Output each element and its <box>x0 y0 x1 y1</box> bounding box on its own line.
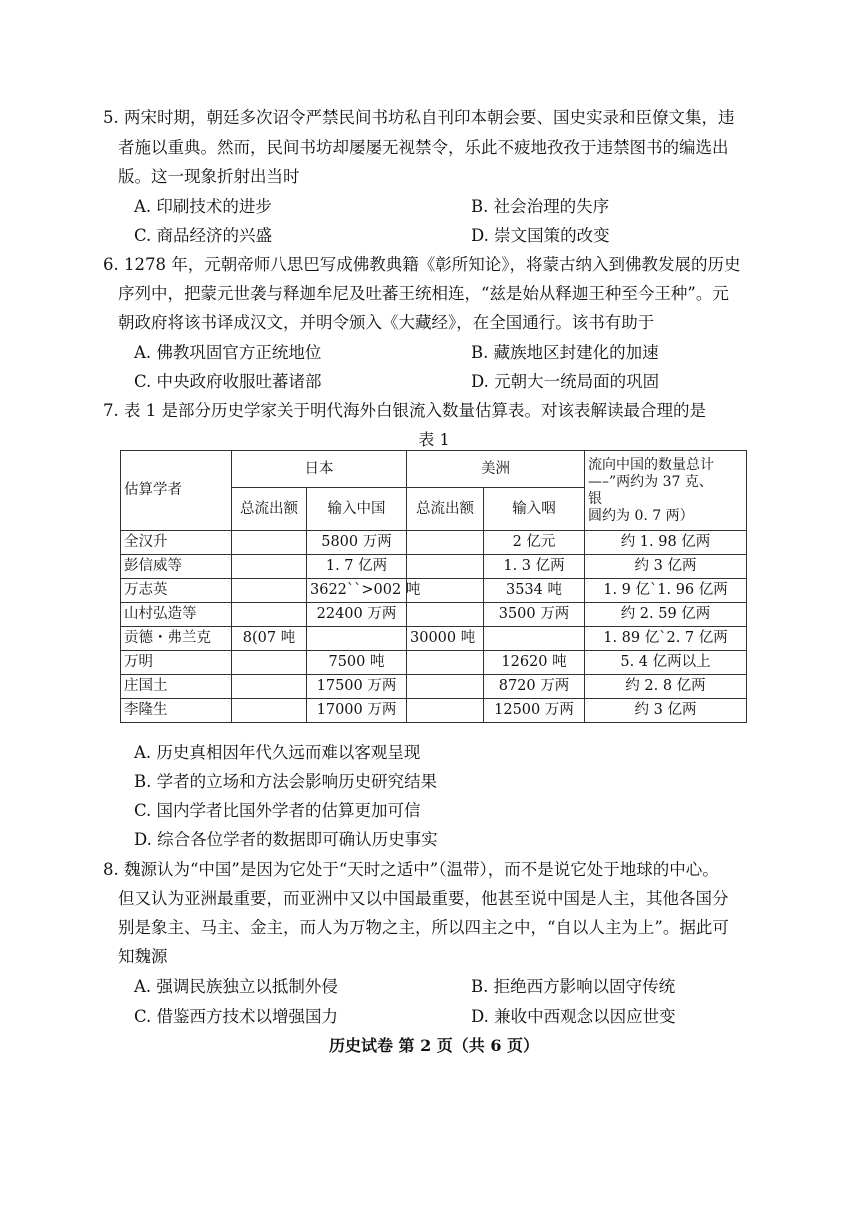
q7-stem: 7. 表 1 是部分历史学家关于明代海外白银流入数量估算表。对该表解读最合理的是 <box>103 401 706 420</box>
q5-option-b: B. 社会治理的失序 <box>471 197 610 216</box>
header-total-line-2: —–”两约为 37 克、 <box>588 473 713 490</box>
table-row <box>121 675 747 699</box>
table-cell <box>407 603 484 627</box>
table-row <box>121 699 747 723</box>
table-row <box>121 555 747 579</box>
table-row <box>121 603 747 627</box>
table-cell: 1. 7 亿两 <box>307 555 407 579</box>
table-cell: 5. 4 亿两以上 <box>585 651 747 675</box>
q6-option-d: D. 元朝大一统局面的巩固 <box>471 372 660 391</box>
header-america-outflow: 总流出额 <box>407 488 484 531</box>
q5-stem-line-2: 者施以重典。然而，民间书坊却屡屡无视禁令，乐此不疲地孜孜于违禁图书的编选出 <box>118 138 729 157</box>
header-total-line-1: 流向中国的数量总计 <box>588 456 714 473</box>
table-cell: 5800 万两 <box>307 531 407 555</box>
q8-stem-line-3: 别是象主、马主、金主，而人为万物之主，所以四主之中，“自以人主为上”。据此可 <box>118 918 729 937</box>
table-cell: 3534 吨 <box>484 579 585 603</box>
table-cell: 17000 万两 <box>307 699 407 723</box>
q5-stem-line-1: 5. 两宋时期，朝廷多次诏令严禁民间书坊私自刊印本朝会要、国史实录和臣僚文集，违 <box>103 108 735 127</box>
header-japan-to-china: 输入中国 <box>307 488 407 531</box>
table-cell <box>232 699 307 723</box>
q6-stem-line-3: 朝政府将该书译成汉文，并明令颁入《大藏经》，在全国通行。该书有助于 <box>118 313 655 332</box>
q5-option-c: C. 商品经济的兴盛 <box>134 226 273 245</box>
q7-option-d: D. 综合各位学者的数据即可确认历史事实 <box>134 830 438 849</box>
table-cell <box>232 651 307 675</box>
table-cell: 17500 万两 <box>307 675 407 699</box>
table-cell <box>407 555 484 579</box>
table-row <box>121 651 747 675</box>
q8-stem-line-4: 知魏源 <box>118 947 168 966</box>
table-cell: 山村弘造等 <box>121 603 232 627</box>
table-cell: 1. 9 亿`1. 96 亿两 <box>585 579 747 603</box>
table-row <box>121 579 747 603</box>
table-cell <box>407 531 484 555</box>
table-cell: 2 亿元 <box>484 531 585 555</box>
table-cell: 约 1. 98 亿两 <box>585 531 747 555</box>
header-japan-outflow: 总流出额 <box>232 488 307 531</box>
q8-option-b: B. 拒绝西方影响以固守传统 <box>471 977 676 996</box>
silver-estimate-table <box>120 450 747 723</box>
table-cell: 万明 <box>121 651 232 675</box>
table-row <box>121 531 747 555</box>
table-cell: 3622``>002 吨 <box>307 579 407 603</box>
table-cell <box>232 579 307 603</box>
table-caption: 表 1 <box>418 430 450 449</box>
table-cell: 7500 吨 <box>307 651 407 675</box>
q6-stem-line-1: 6. 1278 年，元朝帝师八思巴写成佛教典籍《彰所知论》，将蒙古纳入到佛教发展的历史 <box>103 255 741 274</box>
table-cell <box>484 627 585 651</box>
q6-option-a: A. 佛教巩固官方正统地位 <box>134 343 322 362</box>
q8-stem-line-1: 8. 魏源认为“中国”是因为它处于“天时之适中”（温带），而不是说它处于地球的中心。 <box>103 860 719 879</box>
table-cell <box>232 555 307 579</box>
table-cell: 1. 3 亿两 <box>484 555 585 579</box>
table-row <box>121 627 747 651</box>
table-cell <box>407 651 484 675</box>
table-cell: 8(07 吨 <box>232 627 307 651</box>
q7-option-a: A. 历史真相因年代久远而难以客观呈现 <box>134 743 421 762</box>
q5-option-d: D. 崇文国策的改变 <box>471 226 610 245</box>
table-cell: 李隆生 <box>121 699 232 723</box>
table-cell <box>232 603 307 627</box>
q8-stem-line-2: 但又认为亚洲最重要，而亚洲中又以中国最重要，他甚至说中国是人主，其他各国分 <box>118 889 729 908</box>
table-cell: 12500 万两 <box>484 699 585 723</box>
header-total-line-4: 圆约为 0. 7 两） <box>588 507 694 524</box>
header-america-to-china: 输入咽 <box>484 488 585 531</box>
table-cell: 22400 万两 <box>307 603 407 627</box>
table-cell <box>232 531 307 555</box>
table-body <box>121 531 747 723</box>
q6-option-b: B. 藏族地区封建化的加速 <box>471 343 659 362</box>
table-cell: 约 2. 8 亿两 <box>585 675 747 699</box>
q7-option-c: C. 国内学者比国外学者的估算更加可信 <box>134 801 421 820</box>
header-japan: 日本 <box>232 451 407 488</box>
table-cell: 全汉升 <box>121 531 232 555</box>
table-cell: 8720 万两 <box>484 675 585 699</box>
table-cell: 约 3 亿两 <box>585 555 747 579</box>
table-cell: 约 3 亿两 <box>585 699 747 723</box>
table-cell: 约 2. 59 亿两 <box>585 603 747 627</box>
q5-option-a: A. 印刷技术的进步 <box>134 197 272 216</box>
q5-stem-line-3: 版。这一现象折射出当时 <box>118 167 300 186</box>
table-cell: 彭信威等 <box>121 555 232 579</box>
header-total-line-3: 银 <box>588 490 602 507</box>
table-cell: 1. 89 亿`2. 7 亿两 <box>585 627 747 651</box>
table-header-row-1 <box>121 451 747 488</box>
table-cell <box>407 699 484 723</box>
table-cell <box>407 675 484 699</box>
table-cell: 贡德・弗兰克 <box>121 627 232 651</box>
table-cell: 庄国土 <box>121 675 232 699</box>
q8-option-d: D. 兼收中西观念以因应世变 <box>471 1007 676 1026</box>
table-cell: 30000 吨 <box>407 627 484 651</box>
page-footer: 历史试卷 第 2 页（共 6 页） <box>328 1036 540 1055</box>
q7-option-b: B. 学者的立场和方法会影响历史研究结果 <box>134 772 438 791</box>
q6-stem-line-2: 序列中，把蒙元世袭与释迦牟尼及吐蕃王统相连，“兹是始从释迦王种至今王种”。元 <box>118 284 729 303</box>
table-cell <box>232 675 307 699</box>
q8-option-a: A. 强调民族独立以抵制外侵 <box>134 977 338 996</box>
table-cell: 12620 吨 <box>484 651 585 675</box>
table-cell: 3500 万两 <box>484 603 585 627</box>
q8-option-c: C. 借鉴西方技术以增强国力 <box>134 1007 339 1026</box>
header-estimator: 估算学者 <box>121 451 232 531</box>
table-cell: 万志英 <box>121 579 232 603</box>
header-total <box>585 451 747 531</box>
table-cell <box>307 627 407 651</box>
q6-option-c: C. 中央政府收服吐蕃诸部 <box>134 372 322 391</box>
header-america: 美洲 <box>407 451 585 488</box>
